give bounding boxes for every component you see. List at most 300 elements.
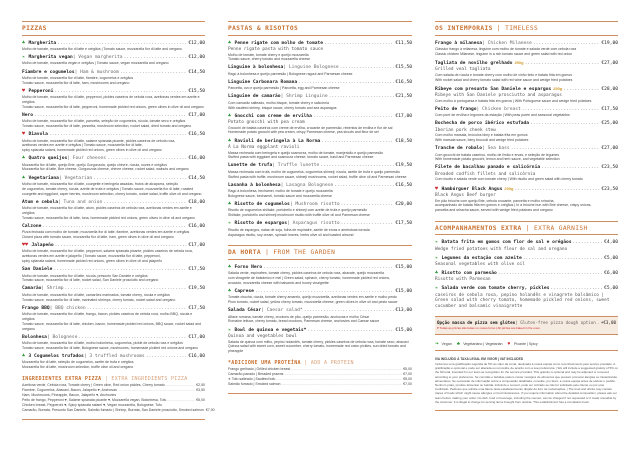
item-price: €17,00 <box>188 334 205 340</box>
item-description: Com puré de ervilha e legumes da estação | With peas purée and seasonal vegetables <box>435 113 570 118</box>
vegan-icon: ❧ <box>228 220 232 227</box>
extras-title-en: | EXTRA INGREDIENTS PIZZA <box>101 375 188 382</box>
extras-price: €5,00 <box>403 366 412 371</box>
menu-item[interactable] <box>228 139 412 161</box>
item-price: €20,00 <box>395 202 412 208</box>
veg-icon: ♣ <box>228 263 232 270</box>
item-description: Molho de tomate, mozzarella fior di latte, frango, bacon, pickles caseiros de cebola roxa, molho BBQ, rúcula e orégãos <box>22 312 193 321</box>
menu-item[interactable] <box>228 289 412 305</box>
item-description: Gnocchi de batata caseiros com creme de ervilha, crocante de parmesão, rebentos de ervilha e flor de sal <box>228 125 393 130</box>
menu-item[interactable] <box>22 306 205 332</box>
item-description: courgette and eggplant, caper berries, mushroom selection, cherry tomato, rocket salad, truffle olive oil and oregano <box>22 191 202 196</box>
menu-item[interactable] <box>228 308 412 324</box>
item-name: Penne rigate com molho de tomate <box>234 40 324 46</box>
item-description: avocado, mozzarella cheese with balsamic and honey vinaigrette <box>228 280 329 285</box>
item-description: Mozzarella fior di latte, Brie cheese, Gorgonzola cheese, chèvre cheese, rocket salad, walnuts and oregano <box>22 167 189 172</box>
menu-section <box>22 21 205 370</box>
veg-icon: ♣ <box>22 352 26 359</box>
menu-section <box>435 341 618 351</box>
item-name-row <box>22 70 205 76</box>
item-name-english: | Shrimp Linguine <box>280 94 328 100</box>
item-description: com vinagrete de balsâmico e mel | Green salad, spinach, cherry tomato, homemade pickled red onions, <box>228 276 390 281</box>
item-name: Risotto de cogumelos <box>234 202 290 208</box>
item-description: de cogumelos, tomate cherry, rúcula, azeite de trufa e orégãos | Tomato sauce, mozzarella fior di latte, roasted <box>22 186 194 191</box>
dot-leader <box>514 187 600 193</box>
menu-section <box>435 221 618 310</box>
item-price: €27,00 <box>601 60 618 66</box>
item-name: Linguine de camarão <box>228 94 281 100</box>
dot-leader <box>49 132 188 138</box>
menu-item[interactable] <box>228 41 412 63</box>
item-name: Risotto de espargos <box>234 221 288 227</box>
timeless-garnish-column <box>435 21 618 417</box>
dot-leader <box>533 41 601 47</box>
item-name-row <box>228 41 412 47</box>
item-description: Risotto de cogumelos shiitake, portobello e shimeji com azeite de trufa e queijo parmesão <box>228 208 368 213</box>
menu-item[interactable] <box>22 156 205 172</box>
item-description: azeitonas verdes em azeite e jalapeño | Tomato sauce, mozzarella fior di latte, pepperoni, <box>22 254 161 259</box>
menu-section <box>435 316 618 335</box>
item-description: Clássico frango à milanesa, linguine com molho de tomate e salada verde com cebola roxa <box>435 46 577 51</box>
section-title-pt: PASTAS & RISOTTOS <box>228 25 299 32</box>
extras-price: €7,00 <box>205 407 215 412</box>
menu-item[interactable] <box>22 176 205 197</box>
item-description: Molho de tomate, mozzarella fior di latte, fiambre, cogumelos e orégãos <box>22 75 134 80</box>
menu-item[interactable] <box>22 70 205 86</box>
item-name: Pepperoni <box>28 88 54 94</box>
item-price: €15,00 <box>395 288 412 294</box>
item-description: Molho de tomate, mozzarella fior di latte, pepperoni, pickles caseiros de cebola roxa, azeitonas verdes em azeite e orégãos <box>22 95 200 104</box>
menu-item[interactable] <box>22 41 205 52</box>
menu-item[interactable] <box>22 132 205 153</box>
item-price: €15,50 <box>395 65 412 71</box>
item-description: Massa recheada com trufa, molho de cogumelos, cogumelos shimeji, rúcula, azeite de trufa e queijo parmesão <box>228 169 400 174</box>
item-description: Com molho à portuguesa e batata frita em gomos | With Portuguese sauce and wedge fried potatoes <box>435 98 592 103</box>
dot-leader <box>167 398 195 403</box>
item-name: 3 Cogumelos trufados <box>28 353 84 359</box>
veg-icon: ♣ <box>22 174 26 181</box>
section-title-pt: OS INTEMPORAIS <box>435 25 493 32</box>
menu-item[interactable] <box>22 224 205 240</box>
dot-leader <box>340 65 395 71</box>
item-name: Frango à milanesa <box>435 40 483 46</box>
menu-item[interactable] <box>435 186 618 213</box>
item-name-english: | BBQ chicken <box>49 305 86 311</box>
menu-item[interactable] <box>228 65 412 76</box>
item-subtitle: Quinoa and vegetables bowl <box>228 333 297 339</box>
section-title <box>228 21 412 36</box>
item-subtitle: Seasonal vegetables with olive oil <box>435 262 525 268</box>
item-description: Com molho marsala, brócolos bimy e batata frita em gomos <box>435 133 528 138</box>
item-description: pancetta and sriracha sauce, served with wedge fried potatoes and oregano <box>435 208 553 213</box>
gluten-free-option[interactable] <box>435 316 618 335</box>
dot-leader <box>597 320 600 326</box>
menu-item[interactable] <box>435 165 618 182</box>
item-name-row <box>228 65 412 71</box>
item-name-row <box>228 221 412 227</box>
item-price: €28,00 <box>601 86 618 92</box>
menu-item[interactable] <box>435 86 618 104</box>
spicy-icon: ♥ <box>435 185 439 192</box>
item-description: Ragù à bolonhesa e queijo parmesão | Bolognese ragout and Parmesan cheese <box>228 71 353 76</box>
item-description: Molho de tomate, mozzarella fior di latte, courgette e beringela assadas, frutos de alcaparra, seleção <box>22 181 179 186</box>
item-name-english: | Caesar salad* <box>261 308 303 314</box>
item-price: €21,50 <box>395 94 412 100</box>
pastas-garden-column <box>228 21 412 400</box>
item-name: Forno Nero <box>234 264 263 270</box>
menu-item[interactable] <box>435 286 618 309</box>
section-title <box>435 221 618 236</box>
item-name: Lunette de trufa <box>228 163 273 169</box>
item-description: Tomato sauce, mozzarella fior di latte, ham, mushrooms and oregano <box>22 80 130 85</box>
item-name-english: | Shrimp <box>41 286 64 292</box>
spicy-icon: ♥ <box>507 340 511 347</box>
item-name-english: | Gluten-free pizza dough option <box>515 319 596 325</box>
item-price: €23,50 <box>601 186 618 192</box>
item-name-english: | Ham & mushroom <box>74 69 119 75</box>
menu-section <box>22 375 215 420</box>
item-name-english: | Truffle lunette <box>272 163 320 169</box>
item-name-row <box>435 86 618 93</box>
menu-item[interactable] <box>22 286 205 302</box>
item-price: €12,00 <box>188 55 205 60</box>
item-name-english: | Bolognese <box>46 334 78 340</box>
item-subtitle: Grilled veal tagliata <box>435 67 491 73</box>
menu-item[interactable] <box>435 240 618 252</box>
item-name: Salada verde com tomate cherry, pickles <box>441 286 550 292</box>
extras-label: Chicken breast, Pepperoni ♥, Spicy spianata salami ♥, Vegan mozzarella, Bolognese, Tofu <box>22 402 162 407</box>
oven-note: ♥ Todas as pizzas são feitas no nosso forno | All pizzas are baked in the oven <box>437 325 540 330</box>
item-weight: 250g <box>553 85 563 91</box>
item-price: €23,50 <box>601 165 618 171</box>
item-name: Vegetariana <box>28 175 59 181</box>
menu-item[interactable] <box>228 265 412 286</box>
item-price: €11,50 <box>395 40 412 46</box>
vegan-icon: ❧ <box>435 340 440 347</box>
menu-item[interactable] <box>22 113 205 129</box>
item-description: Molho de tomate, mozzarella fior di latte, atum, pickles caseiros de cebola roxa, azeitonas verdes em azeite e orégãos <box>22 206 192 215</box>
veg-icon: ♣ <box>435 270 439 277</box>
item-description: Quinoa salad with sweet corn, sweet cucumber, cherry tomato, homemade red onion pickles, sun dried tomato and pineapple <box>228 344 406 354</box>
item-name: Atum e cebola <box>22 199 58 205</box>
veg-icon: ♣ <box>228 39 232 46</box>
item-price: +€3,00 <box>600 319 616 325</box>
item-name: Margherita <box>28 40 57 46</box>
item-name: Gnocchi com creme de ervilha <box>234 113 312 119</box>
extras-label: Salmão fumado | Smoked salmon <box>228 381 281 386</box>
legend-label: Picante | Spicy <box>514 341 538 346</box>
item-name-english: | Mushroom risotto <box>289 202 340 208</box>
item-price: €5,00 <box>604 255 618 261</box>
item-subtitle: À La Norma eggplant ravioli <box>228 144 300 150</box>
extras-price: €2,50 <box>196 382 205 387</box>
item-name: Hambúrguer Black Angus <box>441 186 503 192</box>
item-name: Caprese <box>234 288 254 294</box>
item-name: San Daniele <box>22 267 53 273</box>
item-description: Molho de tomate, mozzarella fior di latte, rúcula, presunto San Daniele e orégãos <box>22 273 148 278</box>
section-end-rule <box>22 419 205 420</box>
item-description: Stuffed pasta with eggplant and scamorza cheese, tomato sauce, basil and Parmesan cheese <box>228 155 374 160</box>
dot-leader <box>530 121 600 127</box>
item-price: €12,00 <box>188 40 205 46</box>
extras-label: Ham, Mushrooms, Pineapple, Bacon, Jalapeño ♥, Anchovies <box>22 392 117 397</box>
spicy-icon: ♥ <box>22 131 26 138</box>
dot-leader <box>334 183 394 189</box>
item-name-english: | Linguine Bolognese <box>283 65 339 71</box>
menu-item[interactable] <box>22 243 205 264</box>
item-price: €17,00 <box>188 112 205 118</box>
menu-item[interactable] <box>22 267 205 283</box>
vegan-icon: ❧ <box>22 54 26 60</box>
menu-item[interactable] <box>435 121 618 143</box>
item-price: €17,50 <box>188 267 205 273</box>
item-price: €19,50 <box>395 163 412 169</box>
item-name: Salada César <box>228 308 262 314</box>
menu-item[interactable] <box>228 94 412 110</box>
menu-item[interactable] <box>22 55 205 66</box>
item-description: Risotto de espargos, natas de soja, folha de espinafre, azeite de ervas e amêndoas torrada <box>228 227 370 232</box>
item-description: Closed pizza with tomato sauce, mozzarella fior di latte, ham, green olives in olive oil and oregano <box>22 234 174 239</box>
item-description: Salada de quinoa com milho, pepino holandês, tomate cherry, pickles caseiros de cebola roxa, tomate seco, abacaxi <box>228 339 409 344</box>
section-title-pt: DA HORTA <box>228 249 262 257</box>
menu-section <box>228 245 412 354</box>
legend-item <box>457 342 503 346</box>
item-name-english: | Chicken Milanese <box>482 40 532 46</box>
dot-leader <box>118 388 195 393</box>
menu-section <box>228 21 412 237</box>
pizzas-column <box>22 21 215 426</box>
extras-row[interactable] <box>22 407 215 413</box>
item-name: Calzone <box>22 223 42 229</box>
section-title <box>435 21 618 36</box>
veg-icon: ♣ <box>228 201 232 208</box>
section-end-rule <box>228 393 412 394</box>
extras-title-pt: INGREDIENTES EXTRA PIZZA <box>22 375 102 382</box>
dot-leader <box>341 221 395 227</box>
veg-icon: ♣ <box>228 137 232 144</box>
item-price: €16,00 <box>188 156 205 162</box>
dot-leader <box>53 267 187 273</box>
item-name: Camarão <box>22 286 42 292</box>
menu-item[interactable] <box>228 163 412 179</box>
item-description: Classic chicken Milanese, linguine in a rich tomato sauce and green salad with red onion <box>435 51 573 56</box>
item-price: €16,50 <box>395 79 412 85</box>
dot-leader <box>65 286 188 292</box>
item-subtitle: Risotto with Parmesan <box>435 277 491 283</box>
dot-leader <box>563 87 600 93</box>
item-name-row <box>435 41 618 47</box>
item-description: Molho de tomate, mozzarella fior di latte, pancetta, seleção de cogumelos, rúcula, tomate seco e orégãos <box>22 119 186 124</box>
item-name-english: | Four cheeses <box>67 156 106 162</box>
dot-leader <box>550 286 603 292</box>
menu-item[interactable] <box>228 114 412 136</box>
item-subtitle: Breaded codfish fillets and salicórnia <box>435 171 536 177</box>
extras-label: Peito de frango, Pepperoni ♥, Salame spianata picante ♥, Mozzarella vegan, Bolonhesa, Tofu <box>22 397 167 402</box>
spicy2-icon: ♥♥ <box>22 242 29 249</box>
veg-icon: ♣ <box>22 155 26 162</box>
menu-item[interactable] <box>228 221 412 237</box>
dot-leader <box>146 354 188 360</box>
item-name-row <box>228 328 412 334</box>
item-name: Opção massa de pizza sem glúten <box>437 319 516 325</box>
item-description: Molho de tomate, mozzarella fior di latte, molho bolonhesa, cogumelos, pickle de cebola roxa e orégãos <box>22 341 183 346</box>
menu-item[interactable] <box>22 335 205 351</box>
item-name: Ravioli de beringela à La Norma <box>234 138 321 144</box>
item-name-row <box>435 186 618 193</box>
item-price: €17,00 <box>395 113 412 119</box>
legend-item <box>508 342 538 346</box>
legal-title: IVA INCLUÍDO À TAXA LEGAL EM VIGOR | VAT INCLUDED <box>435 356 524 361</box>
item-description: Com gnocchi de batata caseiros, molho de limão e ervas, e seleção de legumes <box>435 152 560 157</box>
item-name: Linguine Carbonara Romana <box>228 79 298 85</box>
item-subtitle: Wedge fried potatoes with fleur de sal and oregano <box>435 246 568 252</box>
item-name-row <box>228 94 412 100</box>
item-price: €25,00 <box>601 121 618 127</box>
item-name-row <box>22 41 205 47</box>
item-description: Mozzarella fior di latte, queijo Brie, queijo Gorgonzola, queijo chèvre, rúcula, nozes e orégãos <box>22 162 167 167</box>
item-name-row <box>435 146 618 152</box>
menu-item[interactable] <box>435 107 618 118</box>
item-price: €16,00 <box>188 353 205 359</box>
menu-item[interactable] <box>228 80 412 91</box>
item-description: With sautéed shrimp, bisque sauce, cherry tomato and sea asparagus <box>228 105 337 110</box>
item-description: Ragù à bolonhesa, bechamel, molho de tomate e queijo mozzarella <box>228 189 333 194</box>
item-description: Stuffed pasta with truffle, mushroom sauce, shimeji mushrooms, rocket salad, truffle olive oil and Parmesan cheese <box>228 174 407 179</box>
item-description: Shiitake, portobello and shimeji mushroom risotto with truffle olive oil and Parmesan cheese <box>228 213 370 218</box>
item-description: Bolognese sauce, bechamel, tomato sauce and mozzarella cheese <box>228 193 332 198</box>
vegan-icon: ❧ <box>228 326 232 333</box>
dot-leader <box>511 146 601 152</box>
menu-item[interactable] <box>22 89 205 110</box>
extras-row[interactable] <box>228 382 412 387</box>
item-description: spicy spianata salami, homemade pickled red onions, green olives in olive oil and oregano <box>22 148 162 153</box>
extras-title-pt: *ADICIONE UMA PROTEÍNA <box>228 359 301 366</box>
item-description: azeitonas verdes em azeite e orégãos | Tomato sauce, mozzarella fior di latte, <box>22 143 143 148</box>
item-name-row <box>22 267 205 273</box>
menu-item[interactable] <box>435 60 618 83</box>
item-price: €17,50 <box>601 106 618 112</box>
item-name: Margherita vegan <box>28 55 73 60</box>
legal-notice <box>435 357 618 411</box>
item-price: €13,00 <box>395 308 412 314</box>
item-name-row <box>435 286 618 292</box>
extras-list <box>22 375 215 420</box>
item-description: Homemade potato gnocchi with pea cream, crispy Parmesan cheese, pea shoots and fleur de sel <box>228 130 379 135</box>
item-description: Pizza fechada com molho de tomate, mozzarella fior di latte, fiambre, azeitonas verdes em azeite e orégãos <box>22 230 190 235</box>
menu-item[interactable] <box>228 183 412 199</box>
item-name: Fiambre e cogumelos <box>22 69 75 75</box>
item-description: Tomato sauce, mozzarella fior di latte, marinated shrimps, cherry tomato, rocket salad and oregano <box>22 297 176 302</box>
extras-price: €7,00 <box>403 381 412 386</box>
item-price: €15,00 <box>395 327 412 333</box>
item-description: spicy spianata salami, homemade pickled red onions, green olives in olive oil and jalapeño <box>22 259 163 264</box>
section-title-pt: ACOMPANHAMENTOS EXTRA <box>435 224 522 232</box>
item-name-english: | Lasagna Bolognese <box>280 182 334 188</box>
item-price: €5,00 <box>604 286 618 292</box>
item-description: Salada verde, espinafres, tomate cherry, pickles caseiros de cebola roxa, abacate, queijo mozzarella <box>228 271 384 276</box>
item-description: acompanhado de batata frita em gomos e orégãos | In a brioche bun with Brie cheese, crispy onions, <box>435 203 592 208</box>
item-name-english: | Chicken breast <box>476 106 521 112</box>
extras-title <box>22 376 205 383</box>
menu-item[interactable] <box>435 146 618 162</box>
item-subtitle: caseiros de cebola roxa, pepino holandês e vinagrete balsâmico | Green salad with cherry tomato, homemade pickled red onions, sweet cucumber and balsamic vinaigrette <box>435 292 610 309</box>
menu-item[interactable] <box>22 354 205 370</box>
item-description: Tomato sauce, mozzarella fior di latte, Bolognese sauce, mushrooms, homemade pickled red onions and oregano <box>22 345 199 350</box>
item-name: Peito de frango <box>435 106 477 112</box>
dietary-legend <box>435 341 618 351</box>
dot-leader <box>541 165 600 171</box>
item-name: Bolonhesa <box>22 334 47 340</box>
menu-item[interactable] <box>228 328 412 354</box>
item-description: Com salada de rúcula e tomate cherry com molho de vinho tinto e batata frita em gomos <box>435 72 572 77</box>
item-description: With rocket salad and cherry tomato salad with red wine sauce and wedge fried potatoes <box>435 77 573 82</box>
menu-item[interactable] <box>435 271 618 283</box>
item-description: Massa recheada com beringela e queijo scamorza, molho de tomate, manjericão e queijo parmesão <box>228 150 384 155</box>
item-description: Asparagus risotto, soy cream, spinach leaves, herbs olive oil and toasted almond <box>228 232 354 237</box>
spicy-icon: ♥ <box>22 87 26 94</box>
item-name: Linguine à bolonhesa <box>228 65 284 71</box>
item-name-english: | Tuna and onion <box>57 199 103 205</box>
dot-leader <box>525 61 601 67</box>
item-description: Tomato sauce, mozzarella fior di latte, pancetta, mushroom selection, rocket salad, dried tomato and oregano <box>22 124 192 129</box>
item-name-row <box>437 320 616 326</box>
item-name: Jalapeño <box>31 243 54 249</box>
item-description: Molho de tomate, mozzarella fior di latte, salame spianata picante, pickles caseiros de cebola roxa, <box>22 138 176 143</box>
menu-item[interactable] <box>22 200 205 221</box>
item-description: Tomato sauce, mozzarella fior di latte, tuna, homemade pickled red onions, green olives in olive oil and oregano <box>22 215 195 220</box>
item-description: Tomate chucha, rúcula, tomate cherry amarelo, queijo mozzarella, azeitonas verdes em azeite e molho pesto <box>228 295 397 300</box>
item-price: €17,50 <box>395 221 412 227</box>
item-name-row <box>22 132 205 138</box>
item-name: Bowl de quinoa e vegetais* <box>234 327 307 333</box>
item-price: €16,00 <box>188 223 205 229</box>
item-name-row <box>228 163 412 169</box>
section-title <box>22 21 205 36</box>
vegan-icon: ❧ <box>435 254 439 261</box>
menu-item[interactable] <box>435 256 618 268</box>
dot-leader <box>57 41 187 47</box>
menu-section <box>228 360 412 394</box>
dot-leader <box>120 70 188 76</box>
item-description: Molho de tomate, mozzarella vegan e orégãos | Tomato sauce, vegan mozzarella and oregano <box>22 61 169 66</box>
menu-item[interactable] <box>435 41 618 57</box>
item-description: Mozzarella fior di latte, seleção de cogumelos, azeite de trufa e orégãos <box>22 360 134 365</box>
item-price: €27,00 <box>601 146 618 152</box>
item-description: Pancetta, ovo e queijo parmesão | Pancetta, egg and Parmesan cheese <box>228 86 340 91</box>
item-name-row <box>435 165 618 171</box>
veg-icon: ♣ <box>228 287 232 294</box>
item-name: Frango BBQ <box>22 305 50 311</box>
item-name: Tagliata de novilho grelhado <box>435 60 513 66</box>
item-name: Batata frita em gomos com flor de sal e orégãos <box>441 240 572 246</box>
item-description: Tomato sauce, mozzarella fior di latte, chicken, bacon, homemade pickled red onions, BBQ sauce, rocket salad and oregano <box>22 321 201 331</box>
extras-label: ❧ Tofu salteado | Sautéed tofu <box>228 376 276 381</box>
extras-label: Frango grelhado | Grilled chicken breast <box>228 366 291 371</box>
extras-label: Camarão panado | Breaded prawns <box>228 371 284 376</box>
item-name: Risotto com parmesão <box>441 271 497 277</box>
dot-leader <box>307 328 394 334</box>
item-price: €14,50 <box>188 175 205 181</box>
dot-leader <box>281 382 402 387</box>
item-subtitle: Ribeye with San Daniele prosciutto and asparagus <box>435 93 562 99</box>
legal-text: Incluímos uma gratificação sugerida de 5% ao valor da conta, destinada à nossa equipa como reconhecimento pelo serviço prestado. A gratificação é opcional e pode ser alterada ou removida, de acordo com a sua preferência. | We will include a suggested gratuity of 5% on the bill total, intended for our team as recognition for the service provided. This gratuity is optional and may be adjusted or removed according to your preference. Se comidas e bebidas podem conter vestígios de alimentos que possam provocar alergias ou intolerâncias alimentares. Se necessitar de informação sobre a composição detalhada, consulte, por favor, a nossa equipa antes de efetuar o pedido. Nenhum prato, produto alimentar ou bebida, incluindo o couvert, pode ser cobrado se não for solicitado pelo cliente ou por este inutilizado. Pedimos que solicite uma fatura. Este estabelecimento dispõe de livro de reclamações. | The food and drinks may contain traces of foods which might cause allergies or food intolerances. If you require information about the detailed composition, please ask our team before making your order. No dish, food or beverage, including the couvert, can be charged if not requested or if made unusable by the customer. It is illegal to charge for serving items brought from outside. This establishment has a complaints book. <box>435 361 618 404</box>
item-description: Molho de tomate, tomate cherry e queijo mozzarella <box>228 52 309 57</box>
veg-icon: ♣ <box>228 112 232 119</box>
extras-label: Azeitona verde, Cebola roxa, Tomate cherry | Green olive, Red onion pickles, Cherry tomato <box>22 382 165 387</box>
item-description: Plum tomato, rocket salad, yellow cherry tomato, mozzarella cheese, green olives in olive oil and pesto sauce <box>228 300 398 305</box>
section-title-en: | FROM THE GARDEN <box>261 249 336 257</box>
menu-item[interactable] <box>228 202 412 218</box>
